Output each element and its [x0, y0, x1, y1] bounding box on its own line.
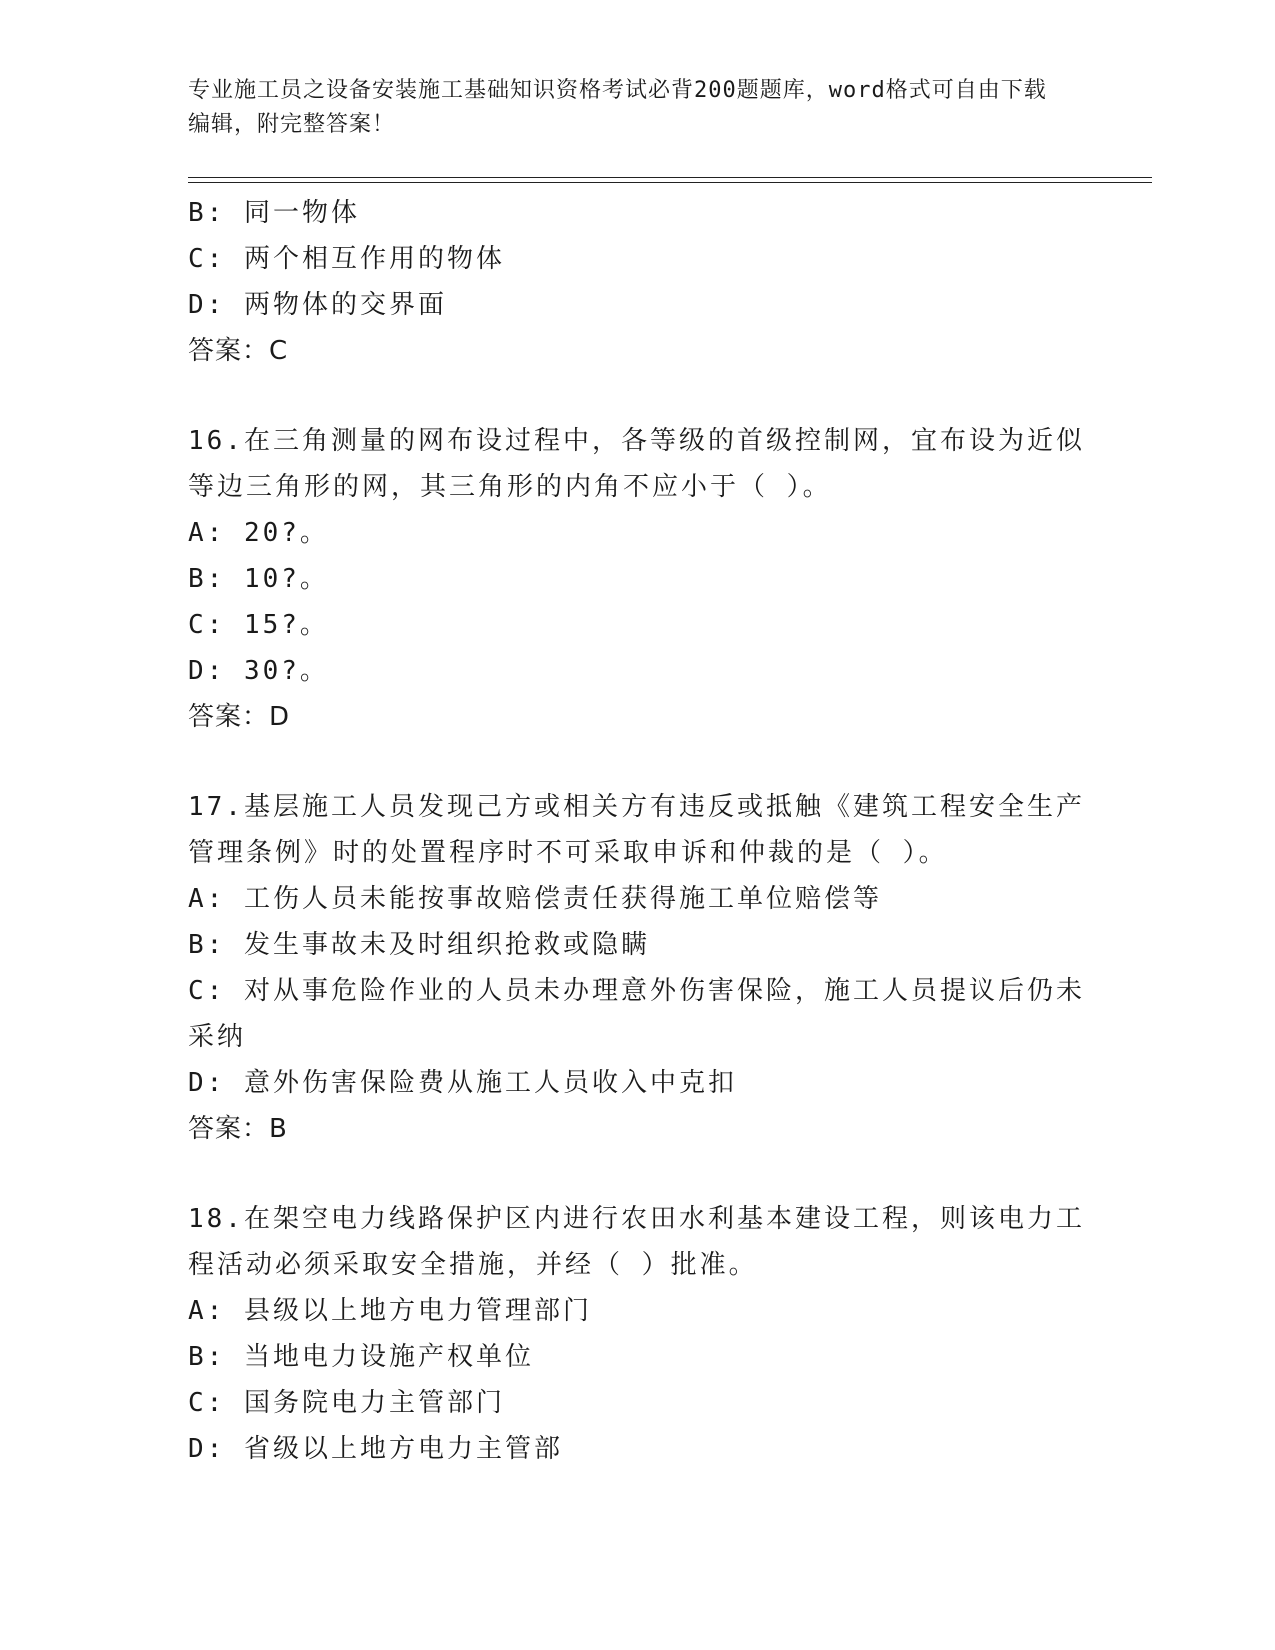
question-stem: 18.在架空电力线路保护区内进行农田水利基本建设工程，则该电力工程活动必须采取安全措施，并经（ ）批准。 — [188, 1204, 1085, 1280]
option-a: A: 县级以上地方电力管理部门 — [188, 1296, 592, 1326]
spacer — [188, 374, 1088, 418]
question-stem: 16.在三角测量的网布设过程中，各等级的首级控制网，宜布设为近似等边三角形的网，其三角形的内角不应小于（ ）。 — [188, 426, 1085, 502]
option-d: D: 省级以上地方电力主管部 — [188, 1434, 563, 1464]
question-list — [188, 190, 1088, 1472]
header-rule-top — [188, 177, 1152, 178]
document-header: 专业施工员之设备安装施工基础知识资格考试必背200题题库，word格式可自由下载编辑，附完整答案！ — [188, 78, 1047, 137]
option-d: D: 意外伤害保险费从施工人员收入中克扣 — [188, 1068, 737, 1098]
option-a: A: 工伤人员未能按事故赔偿责任获得施工单位赔偿等 — [188, 884, 882, 914]
option-c: C: 国务院电力主管部门 — [188, 1388, 505, 1418]
option-d: D: 两物体的交界面 — [188, 290, 447, 320]
header-rule-bottom — [188, 182, 1152, 183]
option-b: B: 同一物体 — [188, 198, 360, 228]
option-c: C: 15?。 — [188, 610, 329, 640]
option-b: B: 10?。 — [188, 564, 329, 594]
option-b: B: 当地电力设施产权单位 — [188, 1342, 534, 1372]
question-17 — [188, 784, 1088, 1152]
option-c: C: 两个相互作用的物体 — [188, 244, 505, 274]
answer-line: 答案：B — [188, 1114, 288, 1144]
spacer — [188, 740, 1088, 784]
question-18 — [188, 1196, 1088, 1472]
option-b: B: 发生事故未及时组织抢救或隐瞒 — [188, 930, 650, 960]
option-a: A: 20?。 — [188, 518, 329, 548]
question-stem: 17.基层施工人员发现己方或相关方有违反或抵触《建筑工程安全生产管理条例》时的处置程序时不可采取申诉和仲裁的是（ ）。 — [188, 792, 1085, 868]
question-16 — [188, 418, 1088, 740]
previous-question-tail — [188, 190, 1088, 374]
option-d: D: 30?。 — [188, 656, 329, 686]
option-c: C: 对从事危险作业的人员未办理意外伤害保险，施工人员提议后仍未采纳 — [188, 976, 1085, 1052]
answer-line: 答案：D — [188, 702, 291, 732]
spacer — [188, 1152, 1088, 1196]
answer-line: 答案：C — [188, 336, 289, 366]
